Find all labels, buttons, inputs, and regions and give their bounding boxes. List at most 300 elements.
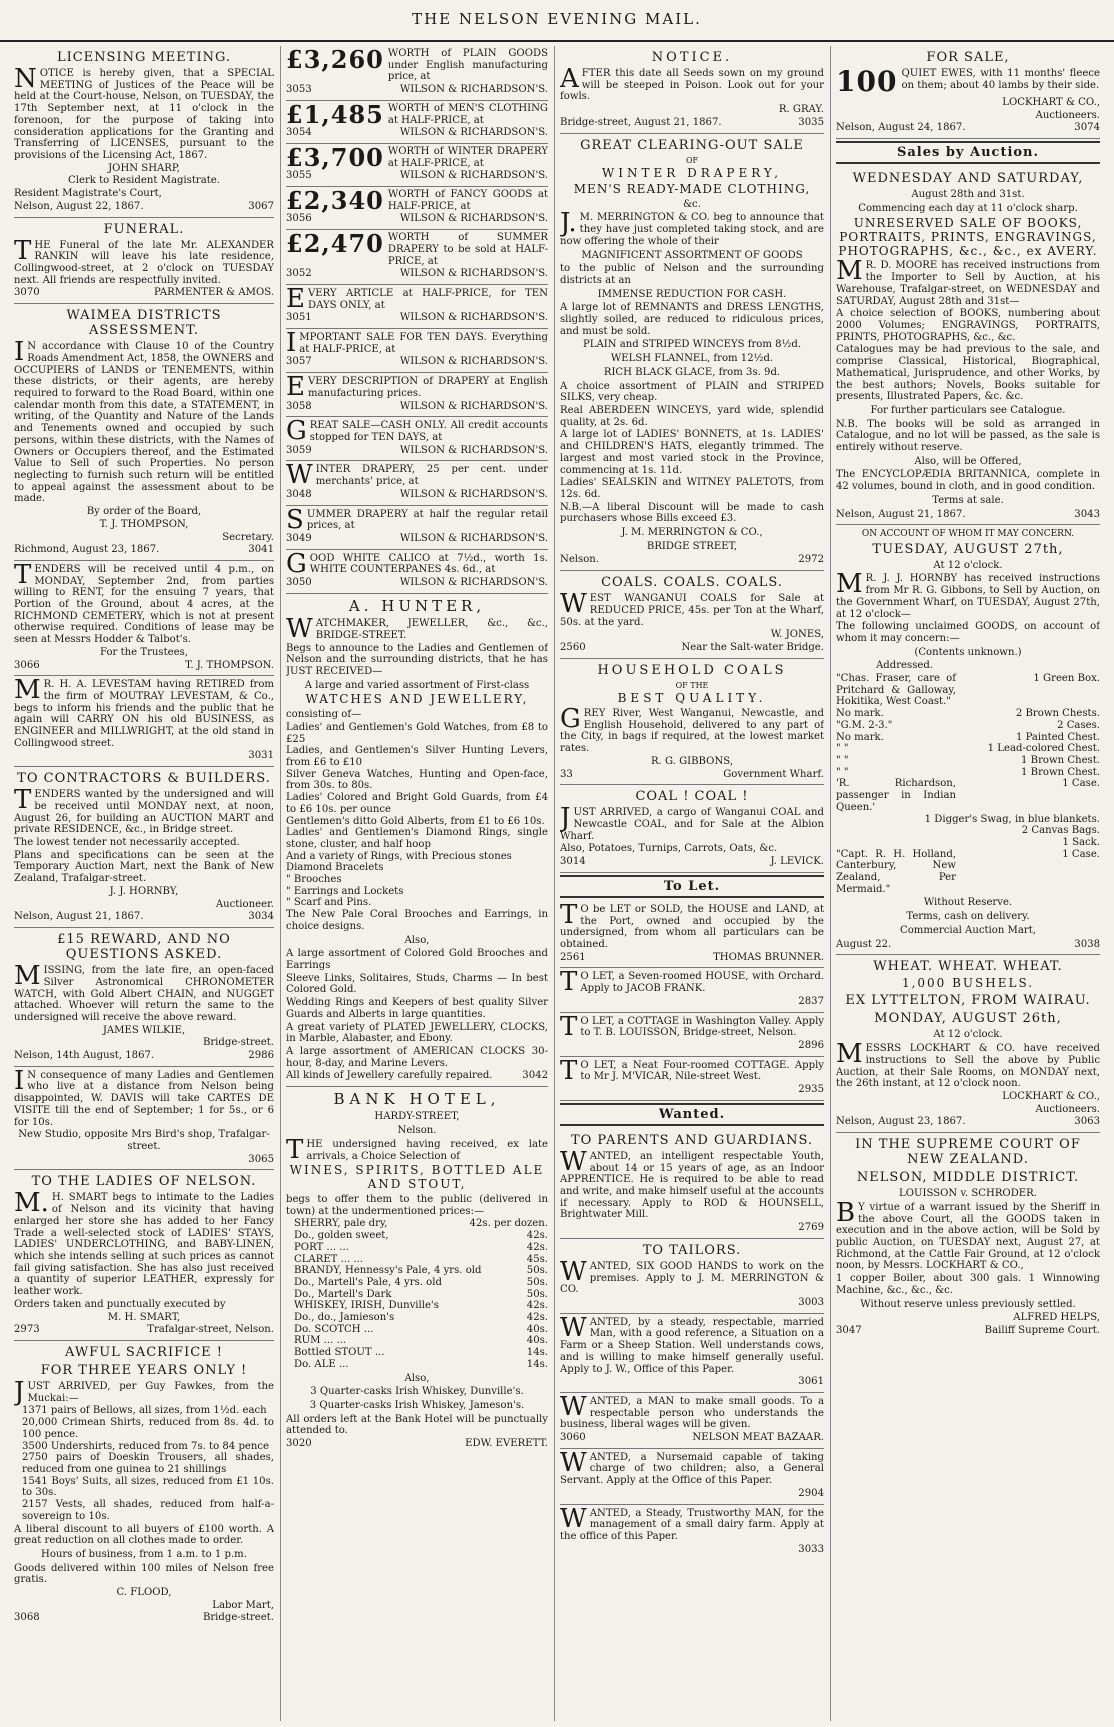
price-value: 14s. xyxy=(526,1358,548,1370)
ad-body: WORTH of WINTER DRAPERY at HALF-PRICE, at xyxy=(387,145,548,169)
lot-address: "Chas. Fraser, care of Pritchard & Galloway, Hokitika, West Coast." xyxy=(836,673,956,708)
ad-title: COAL ! COAL ! xyxy=(635,789,749,805)
price-item: Do., do., Jamieson's xyxy=(294,1312,395,1324)
price-value: 42s. per dozen. xyxy=(469,1218,548,1230)
ad-body-wrap xyxy=(836,68,1100,96)
lot-goods: 1 Painted Chest. xyxy=(1015,731,1100,743)
court-ad xyxy=(836,1133,1100,1341)
ad-number: 3054 xyxy=(286,127,312,139)
ad-signature-role: Bailiff Supreme Court. xyxy=(984,1324,1100,1336)
column-4 xyxy=(836,46,1100,1721)
ad-body: MR. D. MOORE has received instructions from the Importer to Sell by Auction, at his Warehouse, Trafalgar-street, on WEDNESDAY and SATURDAY, August 28th and 31st— xyxy=(836,256,1100,307)
ad-body: GREAT SALE—CASH ONLY. All credit accounts stopped for TEN DAYS, at xyxy=(286,416,548,447)
list-item: Ladies' and Gentlemen's Gold Watches, from £8 to £25 xyxy=(286,721,548,745)
lot-row xyxy=(836,814,1100,826)
ad-number: 3035 xyxy=(798,116,824,128)
lot-goods: 2 Canvas Bags. xyxy=(1021,825,1100,837)
ad-date: August 22. xyxy=(836,938,892,950)
coals-ad xyxy=(560,571,824,659)
ad-item: PLAIN and STRIPED WINCEYS from 8½d. xyxy=(582,339,802,351)
ad-number: 3061 xyxy=(798,1376,824,1388)
ad-number: 3003 xyxy=(798,1296,824,1308)
ad-number: 3074 xyxy=(1074,122,1100,134)
ad-title: WAIMEA DISTRICTS ASSESSMENT. xyxy=(66,308,222,339)
ad-signature: LOCKHART & CO., xyxy=(1002,97,1100,109)
ad-body: Plans and specifications can be seen at the Temporary Auction Mart, next the Bank of New Zealand, Trafalgar-street. xyxy=(14,849,274,885)
ad-number: 3043 xyxy=(1074,508,1100,520)
ad-number: 3059 xyxy=(286,444,312,456)
ad-signature-role: Clerk to Resident Magistrate. xyxy=(68,175,220,187)
price-value: 42s. xyxy=(526,1241,548,1253)
list-item: Gentlemen's ditto Gold Alberts, from £1 to £6 10s. xyxy=(286,815,545,827)
ad-number: 3057 xyxy=(286,356,312,368)
ad-case: LOUISSON v. SCHRODER. xyxy=(899,1188,1037,1200)
list-item: 1371 pairs of Bellows, all sizes, from 1½d. each xyxy=(22,1405,267,1417)
ad-body: WORTH of PLAIN GOODS under English manufacturing price, at xyxy=(387,48,548,83)
ad-body: The following unclaimed GOODS, on account of whom it may concern:— xyxy=(836,621,1100,644)
lot-address: No mark. xyxy=(836,731,884,743)
ad-date: Richmond, August 23, 1867. xyxy=(14,544,160,556)
ad-signature: T. J. THOMPSON. xyxy=(185,659,274,671)
ad-town: Nelson. xyxy=(397,1125,437,1137)
notice-ad xyxy=(560,46,824,134)
price-item: Do., Martell's Dark xyxy=(294,1288,392,1300)
ad-body: A large lot of REMNANTS and DRESS LENGTHS, slightly soiled, are reduced to ridiculous prices, and must be sold. xyxy=(560,302,824,337)
ad-line: &c. xyxy=(683,198,701,210)
sacrifice-ad xyxy=(14,1341,274,1628)
price-row xyxy=(294,1312,548,1324)
unclaimed-goods-ad xyxy=(836,525,1100,955)
lot-goods: 1 Brown Chest. xyxy=(1021,755,1100,766)
price-item: Bottled STOUT ... xyxy=(294,1347,385,1359)
funeral-ad xyxy=(14,218,274,305)
ad-title: IN THE SUPREME COURT OF NEW ZEALAND. xyxy=(855,1137,1081,1168)
ad-order: By order of the Board, xyxy=(86,506,202,518)
ad-title: A. HUNTER, xyxy=(348,596,486,615)
price-value: 50s. xyxy=(526,1265,548,1277)
ad-firm: WILSON & RICHARDSON'S. xyxy=(399,312,548,324)
hunter-ad xyxy=(286,594,548,1087)
cemetery-ad xyxy=(14,561,274,676)
ad-street: HARDY-STREET, xyxy=(374,1111,460,1123)
ad-body: IMPORTANT SALE FOR TEN DAYS. Everything at HALF-PRICE, at xyxy=(286,328,548,359)
ad-signature: ALFRED HELPS, xyxy=(1013,1312,1100,1324)
ad-reserve: Without reserve unless previously settled. xyxy=(860,1298,1076,1310)
wanted-ad xyxy=(560,1314,824,1393)
sale-ad xyxy=(286,101,548,144)
ad-body: EVERY ARTICLE at HALF-PRICE, for TEN DAYS ONLY, at xyxy=(286,283,548,314)
ad-line: 3 Quarter-casks Irish Whiskey, Dunville's. xyxy=(310,1386,524,1398)
wanted-ad xyxy=(560,1129,824,1239)
ad-addressed: Addressed. xyxy=(876,660,934,672)
ad-title: BANK HOTEL, xyxy=(333,1090,501,1109)
ad-title: COALS. COALS. COALS. xyxy=(601,575,783,591)
price-value: 50s. xyxy=(526,1288,548,1300)
ad-signature: J. J. HORNBY, xyxy=(109,885,179,897)
ad-time: Commencing each day at 11 o'clock sharp. xyxy=(858,203,1078,215)
ad-signature: JAMES WILKIE, xyxy=(102,1024,186,1036)
lot-goods: 1 Case. xyxy=(1062,848,1100,860)
wanted-ad xyxy=(560,1239,824,1314)
price-figure: 100 xyxy=(836,68,898,97)
ad-title: TO TAILORS. xyxy=(642,1242,742,1258)
ad-also: Also, xyxy=(404,934,430,946)
list-item: Ladies' Colored and Bright Gold Guards, from £4 to £6 10s. per ounce xyxy=(286,792,548,815)
ad-signature: LOCKHART & CO., xyxy=(1002,1090,1100,1102)
ad-firm: WILSON & RICHARDSON'S. xyxy=(399,532,548,544)
ad-of: OF xyxy=(685,155,699,165)
lot-address: " " xyxy=(836,755,849,766)
ad-number: 3034 xyxy=(248,911,274,923)
list-item: Diamond Bracelets xyxy=(286,862,384,874)
ad-number: 3070 xyxy=(14,287,40,299)
ad-signature: R. G. GIBBONS, xyxy=(650,755,734,767)
lot-row xyxy=(836,825,1100,837)
ad-body: M.H. SMART begs to intimate to the Ladies of Nelson and its vicinity that having enlarged her store she has added to her Fancy Trade a well-selected stock of LADIES' STAYS, LADIES' UNDERCLOTHING, and BABY-LINEN, which she intends selling at such prices as cannot fail giving satisfaction. She has also just received a quantity of superior LEATHER, expressly for leather work. xyxy=(14,1188,274,1298)
notice-ad xyxy=(286,506,548,550)
list-item: " Earrings and Lockets xyxy=(286,885,404,897)
ad-contents: (Contents unknown.) xyxy=(914,646,1022,658)
ad-body: Begs to announce to the Ladies and Gentlemen of Nelson and the surrounding districts, that he has JUST RECEIVED— xyxy=(286,642,548,677)
ad-day: TUESDAY, AUGUST 27th, xyxy=(872,541,1064,557)
ad-firm: WILSON & RICHARDSON'S. xyxy=(399,170,548,182)
sale-ad xyxy=(286,230,548,285)
ad-title: FOR SALE, xyxy=(926,50,1010,65)
ad-title: WEDNESDAY AND SATURDAY, xyxy=(852,171,1084,187)
price-figure: £2,470 xyxy=(286,230,384,259)
list-item: 20,000 Crimean Shirts, reduced from 8s. 4d. to 100 pence. xyxy=(22,1417,274,1440)
ad-firm: WILSON & RICHARDSON'S. xyxy=(399,84,548,96)
ad-signature: T. J. THOMPSON, xyxy=(99,518,189,530)
price-item: CLARET ... ... xyxy=(294,1253,364,1265)
ad-delivery: Goods delivered within 100 miles of Nelson free gratis. xyxy=(14,1562,274,1586)
ad-body: TENDERS wanted by the undersigned and will be received until MONDAY next, at noon, August 26, for building an AUCTION MART and private RESIDENCE, &c., in Bridge street. xyxy=(14,785,274,836)
ad-address: Trafalgar-street, Nelson. xyxy=(147,1324,274,1336)
list-item: Ladies, and Gentlemen's Silver Hunting Levers, from £6 to £10 xyxy=(286,745,548,769)
ad-signature: PARMENTER & AMOS. xyxy=(153,287,274,299)
ad-body: Sleeve Links, Solitaires, Studs, Charms — In best Colored Gold. xyxy=(286,972,548,996)
list-item: " Scarf and Pins. xyxy=(286,897,372,909)
ad-body: JUST ARRIVED, per Guy Fawkes, from the Muckai:— xyxy=(14,1377,274,1408)
ad-title: HOUSEHOLD COALS xyxy=(597,662,787,678)
ad-number: 3066 xyxy=(14,659,40,671)
ad-body: begs to offer them to the public (delivered in town) at the undermentioned prices:— xyxy=(286,1194,548,1217)
ad-body: Ladies' SEALSKIN and WITNEY PALETOTS, from 12s. 6d. xyxy=(560,477,824,500)
ad-number: 3033 xyxy=(798,1543,824,1555)
ad-items: 1 copper Boiler, about 300 gals. 1 Winnowing Machine, &c., &c., &c. xyxy=(836,1273,1100,1296)
price-row xyxy=(294,1218,548,1230)
price-row xyxy=(294,1335,548,1347)
ad-number: 2561 xyxy=(560,951,586,963)
ad-address: Near the Salt-water Bridge. xyxy=(681,642,824,654)
auction-ad xyxy=(836,167,1100,525)
ad-date: Nelson, August 22, 1867. xyxy=(14,200,144,212)
ladies-ad xyxy=(14,1170,274,1341)
price-value: 42s. xyxy=(526,1312,548,1324)
wanted-ad xyxy=(560,1393,824,1449)
notice-ad xyxy=(286,550,548,594)
ad-subtitle: FOR THREE YEARS ONLY ! xyxy=(40,1362,248,1378)
ad-body: AFTER this date all Seeds sown on my ground will be steeped in Poison. Look out for your fowls. xyxy=(560,64,824,103)
ad-intro: WATCHMAKER, JEWELLER, &c., &c., BRIDGE-STREET. xyxy=(286,614,548,645)
price-figure: £3,700 xyxy=(286,143,384,172)
price-item: SHERRY, pale dry, xyxy=(294,1218,388,1230)
ad-body: WANTED, a Nursemaid capable of taking charge of two children; also, a General Servant. Apply at the Office of this Paper. xyxy=(560,1447,824,1487)
section-header-to-let: To Let. xyxy=(560,875,824,898)
ad-body: IN accordance with Clause 10 of the Country Roads Amendment Act, 1858, the OWNERS and OCCUPIERS of LANDS or TENEMENTS, within these districts, or their agents, are hereby required to forward to the Road Board, within one calendar month from this date, a STATEMENT, in writing, of the Quantity and Nature of the Lands and Tenements owned and occupied by such persons, within these districts, with the Names of Owners or Occupiers thereof, and the Estimated Value to Sell of such Properties. No person neglecting to furnish such return will be entitled to appeal against the assessment about to be made. xyxy=(14,337,274,505)
wheat-ad xyxy=(836,955,1100,1133)
ad-firm: J. M. MERRINGTON & CO., xyxy=(621,527,763,539)
ad-heading: 1,000 BUSHELS. xyxy=(901,976,1035,991)
price-value: 50s. xyxy=(526,1276,548,1288)
bank-hotel-ad xyxy=(286,1087,548,1454)
ad-body: THE Funeral of the late Mr. ALEXANDER RANKIN will leave his late residence, Collingwood-street, at 2 o'clock on TUESDAY next. All friends are respectfully invited. xyxy=(14,235,274,286)
ad-body: The lowest tender not necessarily accepted. xyxy=(14,837,240,849)
lot-address: "Capt. R. H. Holland, Canterbury, New Zealand, Per Mermaid." xyxy=(836,848,956,895)
ad-number: 3065 xyxy=(248,1153,274,1165)
ad-signature-role: Auctioneers. xyxy=(1035,109,1100,121)
for-sale-ad xyxy=(836,46,1100,139)
ad-body: WANTED, a Steady, Trustworthy MAN, for the management of a small dairy farm. Apply at the office of this Paper. xyxy=(560,1503,824,1542)
ad-of: OF THE xyxy=(675,680,709,690)
davis-ad xyxy=(14,1067,274,1171)
ad-body: J.M. MERRINGTON & CO. beg to announce that they have just completed taking stock, and are now offering the whole of their xyxy=(560,208,824,247)
column-divider xyxy=(830,46,831,1721)
ad-body: A large assortment of Colored Gold Brooches and Earrings xyxy=(286,948,548,971)
ad-number: 2904 xyxy=(798,1487,824,1499)
wanted-ad xyxy=(560,1505,824,1560)
lot-row xyxy=(836,755,1100,767)
lot-row xyxy=(836,732,1100,744)
ad-body: Also, Potatoes, Turnips, Carrots, Oats, &c. xyxy=(560,843,778,855)
ad-signature: J. LEVICK. xyxy=(770,856,824,868)
ad-body: NOTICE is hereby given, that a SPECIAL MEETING of Justices of the Peace will be held at the Court-house, Nelson, on TUESDAY, the 17th September next, at 11 o'clock in the forenoon, for the purpose of taking into consideration applications for the Granting and Transferring of LICENSES, pursuant to the provisions of the Licensing Act, 1867. xyxy=(14,64,274,161)
price-row xyxy=(294,1300,548,1312)
ad-heading: WINTER DRAPERY, xyxy=(601,165,783,180)
list-item: 2157 Vests, all shades, reduced from half-a-sovereign to 10s. xyxy=(22,1499,274,1522)
lot-goods: 1 Case. xyxy=(1062,778,1100,790)
notice-ad xyxy=(286,285,548,329)
ad-body: The ENCYCLOPÆDIA BRITANNICA, complete in 42 volumes, bound in cloth, and in good condition. xyxy=(836,469,1100,493)
ad-title: ON ACCOUNT OF WHOM IT MAY CONCERN. xyxy=(861,529,1075,540)
price-item: Do. ALE ... xyxy=(294,1358,349,1370)
lot-address: "G.M. 2-3." xyxy=(836,719,893,731)
price-item: WHISKEY, IRISH, Dunville's xyxy=(294,1300,439,1312)
notice-ad xyxy=(286,461,548,505)
ad-body: WANTED, a MAN to make small goods. To a respectable person who understands the business, liberal wages will be given. xyxy=(560,1391,824,1431)
ad-discount: A liberal discount to all buyers of £100 worth. A great reduction on all clothes made to order. xyxy=(14,1523,274,1547)
lot-goods: 1 Brown Chest. xyxy=(1021,766,1100,778)
list-item: Ladies' and Gentlemen's Diamond Rings, single stone, cluster, and half hoop xyxy=(286,827,548,850)
ad-body: A great variety of PLATED JEWELLERY, CLOCKS, in Marble, Alabaster, and Ebony. xyxy=(286,1021,548,1045)
levestam-ad xyxy=(14,676,274,767)
price-row xyxy=(294,1254,548,1266)
ad-address: Labor Mart, xyxy=(212,1599,274,1611)
price-value: 42s. xyxy=(526,1300,548,1312)
ad-body: THE undersigned having received, ex late arrivals, a Choice Selection of xyxy=(286,1134,548,1165)
household-coals-ad xyxy=(560,659,824,785)
ad-number: 2986 xyxy=(248,1050,274,1062)
ad-number: 3020 xyxy=(286,1438,312,1450)
lot-address: No mark. xyxy=(836,708,884,720)
price-value: 40s. xyxy=(526,1335,548,1347)
lot-address: " " xyxy=(836,766,849,778)
ad-number: 2896 xyxy=(798,1039,824,1051)
column-divider xyxy=(554,46,555,1721)
ad-body: A choice assortment of PLAIN and STRIPED SILKS, very cheap. xyxy=(560,380,824,404)
ad-town: Nelson. xyxy=(560,554,599,566)
to-let-ad xyxy=(560,901,824,969)
price-figure: £3,260 xyxy=(286,46,384,74)
ad-number: 3068 xyxy=(14,1612,40,1624)
notice-ad xyxy=(286,417,548,461)
ad-title: GREAT CLEARING-OUT SALE xyxy=(580,137,804,153)
ad-body: WANTED, an intelligent respectable Youth, about 14 or 15 years of age, as an Indoor APPRENTICE. He is required to be able to read and write, and make himself useful at the accounts if necessary. Apply to ROD & HOUNSELL, Brightwater Mill. xyxy=(560,1146,824,1221)
licensing-ad xyxy=(14,46,274,218)
lot-address: 'R. Richardson, passenger in Indian Queen.' xyxy=(836,778,956,813)
ad-title: FUNERAL. xyxy=(103,221,185,237)
ad-address: Bridge-street. xyxy=(202,1037,274,1049)
coal-ad xyxy=(560,785,824,873)
section-header-wanted: Wanted. xyxy=(560,1103,824,1126)
column-1 xyxy=(14,46,274,1721)
ad-item: RICH BLACK GLACE, from 3s. 9d. xyxy=(603,366,781,378)
ad-body: JUST ARRIVED, a cargo of Wanganui COAL and Newcastle COAL, and for Sale at the Albion Wharf. xyxy=(560,803,824,842)
ad-time: At 12 o'clock. xyxy=(933,559,1003,571)
ad-number: 3063 xyxy=(1074,1116,1100,1128)
ad-firm: WILSON & RICHARDSON'S. xyxy=(399,356,548,368)
ad-terms: Terms at sale. xyxy=(932,494,1004,506)
ad-number: 3047 xyxy=(836,1324,862,1336)
masthead: THE NELSON EVENING MAIL. xyxy=(0,0,1114,42)
ad-date: Nelson, 14th August, 1867. xyxy=(14,1050,155,1062)
lot-row xyxy=(836,778,1100,813)
ad-body: to the public of Nelson and the surrounding districts at an xyxy=(560,263,824,286)
column-3 xyxy=(560,46,824,1721)
ad-dates: August 28th and 31st. xyxy=(911,189,1025,201)
ad-reserve: Without Reserve. xyxy=(923,897,1013,909)
sale-ad xyxy=(286,46,548,101)
ad-terms: Terms, cash on delivery. xyxy=(906,911,1030,923)
ad-subtitle: NELSON, MIDDLE DISTRICT. xyxy=(856,1170,1080,1186)
ad-number: 2935 xyxy=(798,1084,824,1096)
lot-goods: 1 Lead-colored Chest. xyxy=(987,743,1100,755)
ad-signature: NELSON MEAT BAZAAR. xyxy=(692,1432,824,1444)
reward-ad xyxy=(14,928,274,1067)
ad-number: 3067 xyxy=(248,200,274,212)
ad-signature: THOMAS BRUNNER. xyxy=(713,951,824,963)
list-item: And a variety of Rings, with Precious stones xyxy=(286,850,512,862)
to-let-ad xyxy=(560,1057,824,1101)
ad-number: 2973 xyxy=(14,1324,40,1336)
ad-title: TO PARENTS AND GUARDIANS. xyxy=(570,1132,814,1148)
ad-firm: WILSON & RICHARDSON'S. xyxy=(399,127,548,139)
ad-number: 3041 xyxy=(248,544,274,556)
ad-body: MESSRS LOCKHART & CO. have received instructions to Sell the above by Public Auction, at their Sale Rooms, on MONDAY next, the 26th instant, at 12 o'clock noon. xyxy=(836,1039,1100,1090)
ad-firm: WILSON & RICHARDSON'S. xyxy=(399,577,548,589)
lot-row xyxy=(836,673,1100,708)
ad-body: MR. J. J. HORNBY has received instructions from Mr R. G. Gibbons, to Sell by Auction, on the Government Wharf, on TUESDAY, August 27th, at 12 o'clock— xyxy=(836,569,1100,620)
lot-goods: 2 Cases. xyxy=(1057,719,1100,731)
ad-number: 3042 xyxy=(522,1070,548,1082)
ad-title: TO THE LADIES OF NELSON. xyxy=(31,1174,257,1190)
ad-title: TO CONTRACTORS & BUILDERS. xyxy=(17,771,271,787)
lot-row xyxy=(836,720,1100,732)
ad-number: 3055 xyxy=(286,170,312,182)
lot-row xyxy=(836,849,1100,896)
ad-date: Nelson, August 23, 1867. xyxy=(836,1116,966,1128)
ad-heading: MEN'S READY-MADE CLOTHING, xyxy=(573,181,811,196)
ad-signature: W. JONES, xyxy=(770,629,824,641)
ad-firm: WILSON & RICHARDSON'S. xyxy=(399,268,548,280)
ad-body: MR. H. A. LEVESTAM having RETIRED from the firm of MOUTRAY LEVESTAM, & Co., begs to inform his friends and the public that he again will CARRY ON his old BUSINESS, as ENGINEER and MILLWRIGHT, at the old stand in Collingwood street. xyxy=(14,675,274,749)
ad-body: For further particulars see Catalogue. xyxy=(870,404,1066,416)
ad-body: N.B. The books will be sold as arranged in Catalogue, and no lot will be passed, as the sale is entirely without reserve. xyxy=(836,418,1100,454)
ad-body: BY virtue of a warrant issued by the Sheriff in the above Court, all the GOODS taken in execution and in the above action, will be Sold by public Auction, on TUESDAY next, August 27, at Richmond, at the Cattle Fair Ground, at 12 o'clock noon, by Messrs. LOCKHART & CO., xyxy=(836,1197,1100,1272)
ad-also: Also, xyxy=(404,1372,430,1384)
ad-signature: R. GRAY. xyxy=(778,104,824,116)
ad-signature-role: Auctioneers. xyxy=(1035,1103,1100,1115)
ad-firm: WILSON & RICHARDSON'S. xyxy=(399,400,548,412)
ad-signature: M. H. SMART, xyxy=(107,1311,181,1323)
item-list xyxy=(22,1405,274,1522)
ad-number: 3014 xyxy=(560,856,586,868)
ad-heading: MAGNIFICENT ASSORTMENT OF GOODS xyxy=(581,249,803,261)
price-item: PORT ... ... xyxy=(294,1241,349,1253)
ad-body: GREY River, West Wanganui, Newcastle, and English Household, delivered to any part of the City, in bags if required, at the lowest market rates. xyxy=(560,703,824,755)
price-row xyxy=(294,1277,548,1289)
ad-for: For the Trustees, xyxy=(100,646,188,658)
ad-day: MONDAY, AUGUST 26th, xyxy=(874,1011,1062,1027)
ad-body: SUMMER DRAPERY at half the regular retail prices, at xyxy=(286,504,548,535)
ad-orders: Orders taken and punctually executed by xyxy=(14,1298,226,1310)
price-item: RUM ... ... xyxy=(294,1335,347,1347)
ad-number: 3038 xyxy=(1074,938,1100,950)
ad-firm: WILSON & RICHARDSON'S. xyxy=(399,213,548,225)
ad-signature: JOHN SHARP, xyxy=(108,162,180,174)
ad-number: 2972 xyxy=(798,554,824,566)
ad-date: Nelson, August 21, 1867. xyxy=(836,508,966,520)
ad-line: consisting of— xyxy=(286,709,362,721)
to-let-ad xyxy=(560,1013,824,1057)
notice-ad xyxy=(286,329,548,373)
ad-firm: WILSON & RICHARDSON'S. xyxy=(399,488,548,500)
ad-body: WANTED, SIX GOOD HANDS to work on the premises. Apply to J. M. MERRINGTON & CO. xyxy=(560,1256,824,1296)
ad-firm: WILSON & RICHARDSON'S. xyxy=(399,444,548,456)
ad-number: 3048 xyxy=(286,488,312,500)
ad-body: A large lot of LADIES' BONNETS, at 1s. LADIES' and CHILDREN'S HATS, elegantly trimmed. The largest and most varied stock in the Province, commencing at 1s. 11d. xyxy=(560,429,824,476)
ad-body: N.B.—A liberal Discount will be made to cash purchasers whose Bills exceed £3. xyxy=(560,501,824,525)
column-2 xyxy=(286,46,548,1721)
ad-number: 2560 xyxy=(560,642,586,654)
ad-line: 3 Quarter-casks Irish Whiskey, Jameson's. xyxy=(309,1400,525,1411)
ad-number: 3031 xyxy=(248,750,274,762)
ad-date: Bridge-street, August 21, 1867. xyxy=(560,116,722,128)
list-item: 2750 pairs of Doeskin Trousers, all shades, reduced from one guinea to 21 shillings xyxy=(22,1452,274,1475)
ad-address: Government Wharf. xyxy=(723,768,824,780)
ad-number: 3060 xyxy=(560,1432,586,1444)
price-row xyxy=(294,1265,548,1277)
ad-hours: Hours of business, from 1 a.m. to 1 p.m. xyxy=(41,1548,247,1560)
price-figure: £1,485 xyxy=(286,100,384,129)
price-item: Do., Martell's Pale, 4 yrs. old xyxy=(294,1276,442,1288)
ad-body: All kinds of Jewellery carefully repaired. xyxy=(286,1070,493,1082)
to-let-ad xyxy=(560,968,824,1012)
ad-body: QUIET EWES, with 11 months' fleece on them; about 40 lambs by their side. xyxy=(901,68,1100,91)
list-item: The New Pale Coral Brooches and Earrings, in choice designs. xyxy=(286,909,548,932)
ad-body: WINTER DRAPERY, 25 per cent. under merchants' price, at xyxy=(286,460,548,491)
ad-title: LICENSING MEETING. xyxy=(56,50,232,65)
